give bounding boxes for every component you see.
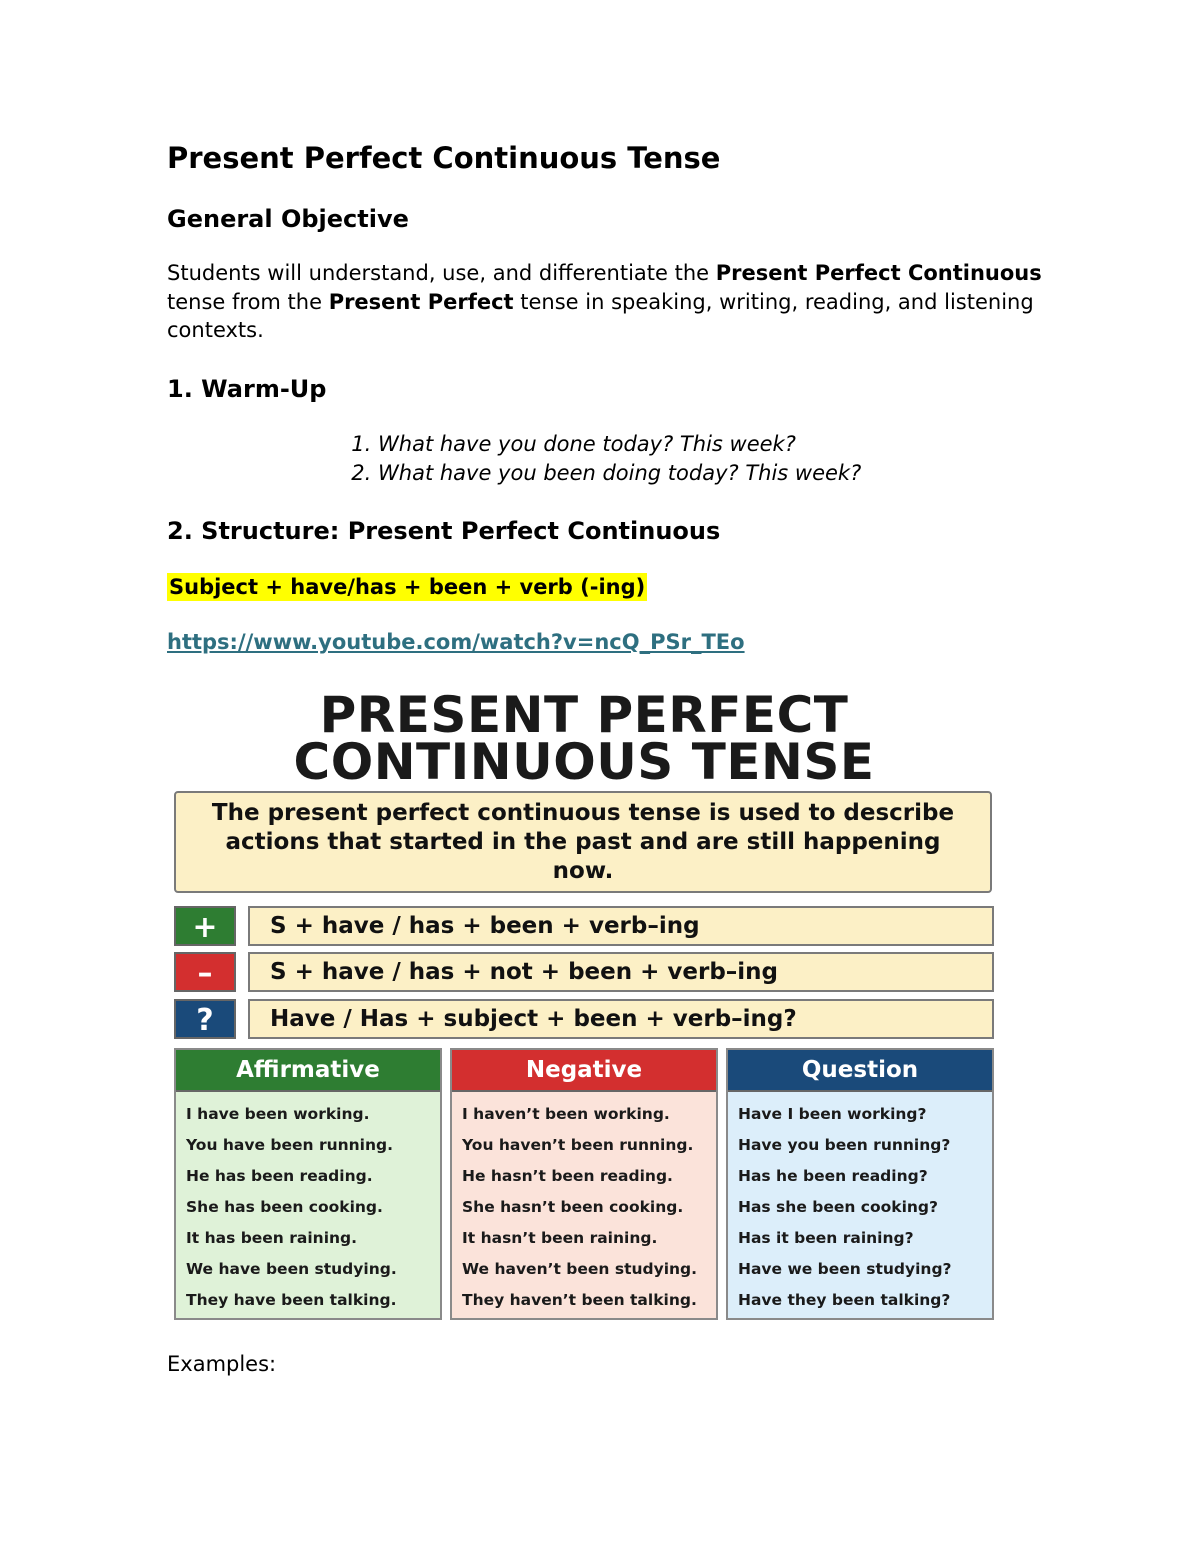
objective-bold-1: Present Perfect Continuous — [715, 261, 1042, 285]
example-list — [728, 1092, 992, 1316]
column-heading: Question — [728, 1050, 992, 1092]
objective-text-3: tense in speaking, writing, reading, and listening contexts. — [167, 289, 1034, 342]
definition-text: The present perfect continuous tense is used to describe actions that started in the past and are still happening now. — [211, 799, 955, 884]
page-title: Present Perfect Continuous Tense — [167, 141, 721, 175]
examples-label: Examples: — [167, 1352, 277, 1376]
rule-affirmative — [174, 906, 994, 948]
warmup-question: 1. What have you done today? This week? — [378, 430, 861, 459]
warmup-question-list — [330, 430, 861, 487]
list-item: Have they been talking? — [738, 1291, 951, 1309]
warmup-question: 2. What have you been doing today? This week? — [378, 459, 861, 488]
list-item: Has it been raining? — [738, 1229, 914, 1247]
list-item: You have been running. — [186, 1136, 394, 1154]
structure-heading: 2. Structure: Present Perfect Continuous — [167, 517, 721, 545]
objective-text-1: Students will understand, use, and differentiate the — [167, 261, 716, 285]
definition-box — [174, 791, 992, 893]
list-item: It has been raining. — [186, 1229, 358, 1247]
list-item: I haven’t been working. — [462, 1105, 670, 1123]
list-item: It hasn’t been raining. — [462, 1229, 658, 1247]
rule-text: S + have / has + been + verb–ing — [248, 906, 994, 946]
tense-infographic — [172, 684, 996, 1324]
list-item: She hasn’t been cooking. — [462, 1198, 684, 1216]
video-link[interactable]: https://www.youtube.com/watch?v=ncQ_PSr_TEo — [167, 630, 745, 654]
list-item: We have been studying. — [186, 1260, 397, 1278]
minus-icon: – — [174, 952, 236, 992]
list-item: They haven’t been talking. — [462, 1291, 697, 1309]
column-heading: Negative — [452, 1050, 716, 1092]
list-item: He hasn’t been reading. — [462, 1167, 673, 1185]
infographic-title-line1: PRESENT PERFECT — [319, 686, 849, 744]
list-item: Have you been running? — [738, 1136, 951, 1154]
list-item: Has she been cooking? — [738, 1198, 939, 1216]
objective-text-2: tense from the — [167, 289, 329, 314]
list-item: They have been talking. — [186, 1291, 397, 1309]
list-item: She has been cooking. — [186, 1198, 383, 1216]
list-item: Have I been working? — [738, 1105, 927, 1123]
list-item: Have we been studying? — [738, 1260, 952, 1278]
list-item: We haven’t been studying. — [462, 1260, 698, 1278]
structure-formula: Subject + have/has + been + verb (-ing) — [169, 575, 646, 599]
example-list — [176, 1092, 440, 1316]
affirmative-column — [174, 1048, 442, 1320]
warmup-heading: 1. Warm-Up — [167, 375, 327, 403]
negative-column — [450, 1048, 718, 1320]
list-item: He has been reading. — [186, 1167, 373, 1185]
list-item: You haven’t been running. — [462, 1136, 694, 1154]
example-list — [452, 1092, 716, 1316]
rule-negative — [174, 952, 994, 994]
objective-heading: General Objective — [167, 205, 409, 233]
plus-icon: + — [174, 906, 236, 946]
infographic-title-line2: CONTINUOUS TENSE — [293, 733, 875, 791]
list-item: I have been working. — [186, 1105, 370, 1123]
objective-paragraph — [167, 259, 1067, 345]
rule-question — [174, 999, 994, 1041]
question-column — [726, 1048, 994, 1320]
rule-text: Have / Has + subject + been + verb–ing? — [248, 999, 994, 1039]
objective-bold-2: Present Perfect — [328, 289, 514, 314]
column-heading: Affirmative — [176, 1050, 440, 1092]
rule-text: S + have / has + not + been + verb–ing — [248, 952, 994, 992]
list-item: Has he been reading? — [738, 1167, 928, 1185]
question-mark-icon: ? — [174, 999, 236, 1039]
